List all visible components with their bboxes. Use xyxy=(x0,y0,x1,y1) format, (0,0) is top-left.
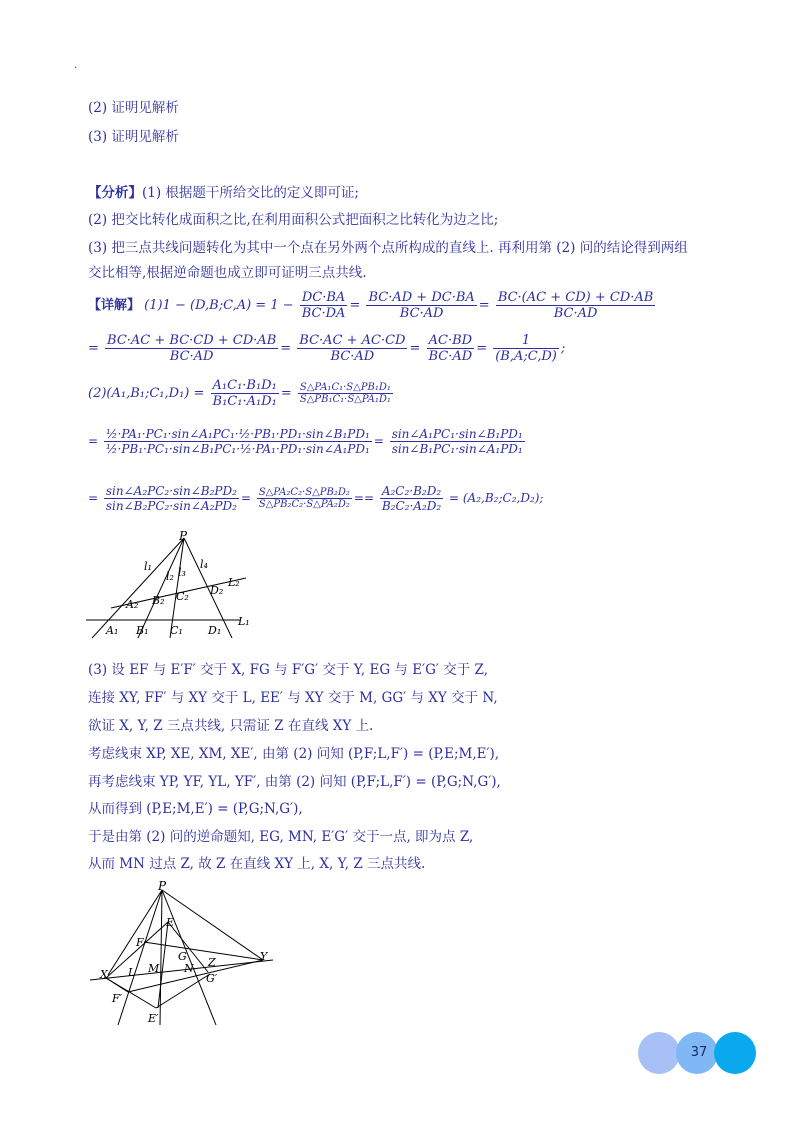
equation-1: 【详解】 (1)1 − (D,B;C,A) = 1 − $\frac{DC\cdot BA}{BC\cdot DA}$ = $\frac{BC\cdot AD + DC\cdot BA}{BC\cdot AD}$ = $\frac{BC\cdot(AC + CD) + CD\cdot AB}{BC\cdot AD}$ xyxy=(88,290,654,321)
k-tail: = (A₂,B₂;C₂,D₂); xyxy=(449,491,544,505)
label-L2: L₂ xyxy=(228,576,240,589)
fig2-label-M: M xyxy=(148,962,160,975)
fraction: $\frac{\text{sin∠A₁PC₁·sin∠B₁PD₁}}{\text{sin∠B₁PC₁·sin∠A₁PD₁}}$ xyxy=(391,427,523,456)
fig2-label-Ep: E′ xyxy=(148,1012,159,1025)
fraction: $\frac{1}{(B,A;C,D)}$ xyxy=(495,333,557,364)
fraction: $\frac{\text{S△PA₂C₂·S△PB₂D₂}}{\text{S△PB₂C₂·S△PA₂D₂}}$ xyxy=(258,487,350,510)
fig2-label-Y: Y xyxy=(260,950,268,963)
fraction: $\frac{\text{A₁C₁·B₁D₁}}{\text{B₁C₁·A₁D₁}}$ xyxy=(212,378,277,409)
fraction: $\frac{DC\cdot BA}{BC\cdot DA}$ xyxy=(301,290,346,321)
fraction: $\frac{\text{sin∠A₂PC₂·sin∠B₂PD₂}}{\text{sin∠B₂PC₂·sin∠A₂PD₂}}$ xyxy=(105,484,237,513)
equation-3: (2)(A₁,B₁;C₁,D₁) = $\frac{\text{A₁C₁·B₁D₁}}{\text{B₁C₁·A₁D₁}}$ = $\frac{\text{S△PA₁C₁·S△PB₁D₁}}{\text{S△PB₁C₁·S△PA₁D₁}}$ xyxy=(88,378,391,409)
part3-line-2: 连接 XY, FF′ 与 XY 交于 L, EE′ 与 XY 交于 M, GG′ 与 XY 交于 N, xyxy=(88,690,498,706)
detail-tag: 【详解】 xyxy=(88,298,141,313)
decor-circle-right xyxy=(714,1032,756,1074)
fraction: $\frac{BC\cdot AD + DC\cdot BA}{BC\cdot AD}$ xyxy=(368,290,475,321)
fraction: $\frac{\text{½·PA₁·PC₁·sin∠A₁PC₁·½·PB₁·PD₁·sin∠B₁PD₁}}{\text{½·PB₁·PC₁·sin∠B₁PC₁·½·PA₁·PD₁·sin∠A₁PD₁}}$ xyxy=(105,427,370,456)
part3-line-7: 于是由第 (2) 问的逆命题知, EG, MN, E′G′ 交于一点, 即为点 Z, xyxy=(88,829,474,845)
label-D1: D₁ xyxy=(208,624,222,637)
fig2-label-L: L xyxy=(128,966,136,979)
part3-line-5: 再考虑线束 YP, YF, YL, YF′, 由第 (2) 问知 (P,F;L,F′) = (P,G;N,G′), xyxy=(88,774,501,790)
label-P: P xyxy=(179,529,188,543)
equation-4: = $\frac{\text{½·PA₁·PC₁·sin∠A₁PC₁·½·PB₁·PD₁·sin∠B₁PD₁}}{\text{½·PB₁·PC₁·sin∠B₁PC₁·½·PA₁·PD₁·sin∠A₁PD₁}}$ = $\frac{\text{sin∠A₁PC₁·sin∠B₁PD₁}}{\text{sin∠B₁PC₁·sin∠A₁PD₁}}$ xyxy=(88,427,523,456)
label-D2: D₂ xyxy=(210,584,224,597)
decor-circle-left xyxy=(638,1032,680,1074)
header-mark: . xyxy=(74,60,78,71)
figure-desargues xyxy=(88,880,288,1030)
fraction: $\frac{BC\cdot(AC + CD) + CD\cdot AB}{BC\cdot AD}$ xyxy=(497,290,654,321)
analysis-p3b: 交比相等,根据逆命题也成立即可证明三点共线. xyxy=(88,265,367,281)
analysis-line-1 xyxy=(88,183,359,203)
fig2-label-Z: Z xyxy=(208,956,216,969)
label-C1: C₁ xyxy=(170,624,183,637)
fig2-label-F: F xyxy=(136,936,144,949)
fraction: $\frac{\text{S△PA₁C₁·S△PB₁D₁}}{\text{S△PB₁C₁·S△PA₁D₁}}$ xyxy=(299,382,391,405)
label-C2: C₂ xyxy=(176,590,189,603)
label-l4: l₄ xyxy=(200,558,208,571)
analysis-p2: (2) 把交比转化成面积之比,在利用面积公式把面积之比转化为边之比; xyxy=(88,212,499,228)
label-L1: L₁ xyxy=(238,615,250,628)
equation-5: = $\frac{\text{sin∠A₂PC₂·sin∠B₂PD₂}}{\text{sin∠B₂PC₂·sin∠A₂PD₂}}$ = $\frac{\text{S△PA₂C₂·S△PB₂D₂}}{\text{S△PB₂C₂·S△PA₂D₂}}$ == $\frac{\text{A₂C₂·B₂D₂}}{\text{B₂C₂·A₂D₂}}$ = (A₂,B₂;C₂,D₂); xyxy=(88,484,544,513)
label-B2: B₂ xyxy=(152,594,165,607)
label-A2: A₂ xyxy=(126,598,139,611)
fig2-label-G: G xyxy=(178,950,187,963)
label-l2: l₂ xyxy=(166,570,174,583)
fig2-label-P: P xyxy=(158,880,167,893)
part3-line-4: 考虑线束 XP, XE, XM, XE′, 由第 (2) 问知 (P,F;L,F′) = (P,E;M,E′), xyxy=(88,746,500,762)
label-l1: l₁ xyxy=(144,560,152,573)
eq1-lead: (1)1 − (D,B;C,A) = 1 − xyxy=(144,298,294,313)
fig2-label-Gp: G′ xyxy=(206,972,218,985)
part3-line-3: 欲证 X, Y, Z 三点共线, 只需证 Z 在直线 XY 上. xyxy=(88,718,374,734)
answer-3: (3) 证明见解析 xyxy=(88,129,179,145)
part3-line-8: 从而 MN 过点 Z, 故 Z 在直线 XY 上, X, Y, Z 三点共线. xyxy=(88,856,426,872)
fig2-label-N: N xyxy=(184,962,194,975)
label-l3: l₃ xyxy=(178,566,186,579)
eq3-lead: (2)(A₁,B₁;C₁,D₁) = xyxy=(88,386,205,401)
label-A1: A₁ xyxy=(106,624,119,637)
fig2-label-X: X xyxy=(100,968,108,981)
figure-pencil-lines xyxy=(86,528,266,646)
fraction: $\frac{BC\cdot AC + AC\cdot CD}{BC\cdot AD}$ xyxy=(299,333,406,364)
fraction: $\frac{AC\cdot BD}{BC\cdot AD}$ xyxy=(428,333,473,364)
fraction: $\frac{\text{A₂C₂·B₂D₂}}{\text{B₂C₂·A₂D₂}}$ xyxy=(381,484,442,513)
fig2-label-Fp: F′ xyxy=(112,992,123,1005)
analysis-tag: 【分析】 xyxy=(88,185,142,201)
label-B1: B₁ xyxy=(136,624,149,637)
answer-2: (2) 证明见解析 xyxy=(88,100,179,116)
page-number: 37 xyxy=(690,1045,708,1060)
analysis-p3a: (3) 把三点共线问题转化为其中一个点在另外两个点所构成的直线上. 再利用第 (2) 问的结论得到两组 xyxy=(88,240,688,256)
analysis-p1: (1) 根据题干所给交比的定义即可证; xyxy=(142,185,359,201)
fraction: $\frac{BC\cdot AC + BC\cdot CD + CD\cdot AB}{BC\cdot AD}$ xyxy=(107,333,277,364)
fig2-label-E: E xyxy=(166,916,175,929)
part3-line-6: 从而得到 (P,E;M,E′) = (P,G;N,G′), xyxy=(88,801,303,817)
equation-2: = $\frac{BC\cdot AC + BC\cdot CD + CD\cdot AB}{BC\cdot AD}$ = $\frac{BC\cdot AC + AC\cdot CD}{BC\cdot AD}$ = $\frac{AC\cdot BD}{BC\cdot AD}$ = $\frac{1}{(B,A;C,D)}$ ; xyxy=(88,333,566,364)
part3-line-1: (3) 设 EF 与 E′F′ 交于 X, FG 与 F′G′ 交于 Y, EG 与 E′G′ 交于 Z, xyxy=(88,662,488,678)
